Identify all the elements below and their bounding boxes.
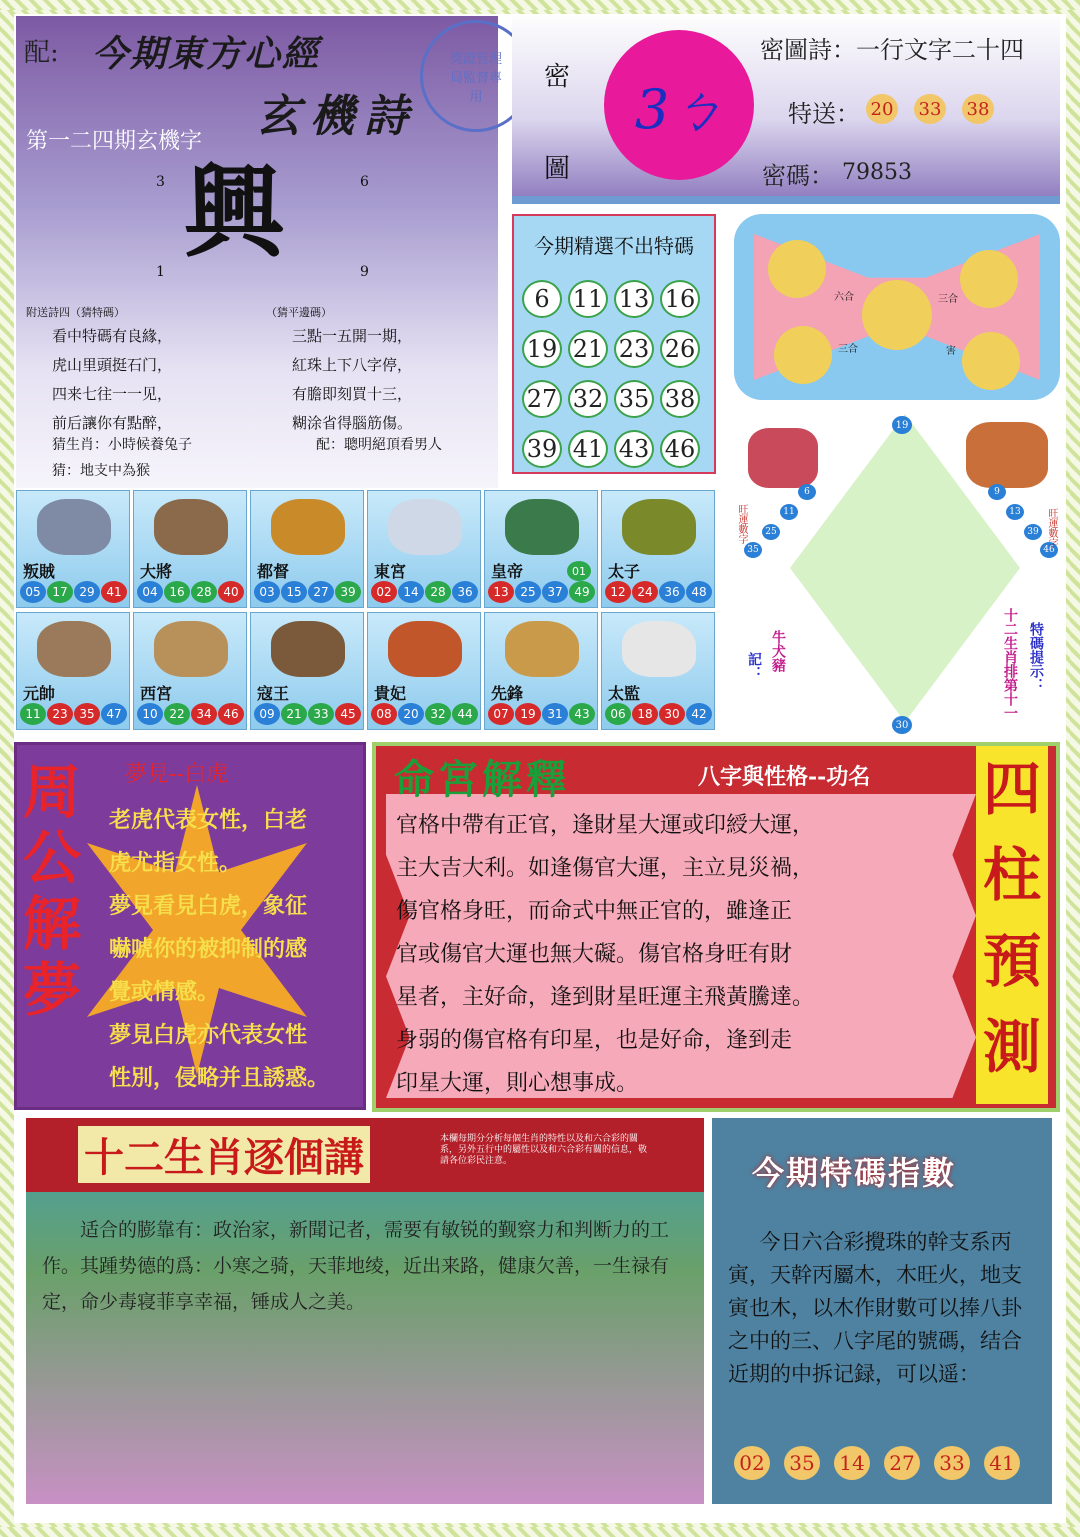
no-special-number-ball: 38 xyxy=(660,380,700,418)
bazi-line: 主大吉大利。如逢傷官大運，主立見災禍， xyxy=(396,856,815,881)
zodiac-balls xyxy=(254,581,361,603)
poem-panel xyxy=(16,16,502,488)
figure-right-icon xyxy=(966,422,1048,488)
zodiac-cell xyxy=(250,612,364,730)
diamond-right-num: 9 xyxy=(988,484,1006,500)
pair-line: 配：聰明絕頂看男人 xyxy=(316,437,442,453)
corner-num-bl: 1 xyxy=(156,264,165,280)
zodiac-balls xyxy=(20,581,127,603)
zodiac-name: 都督 xyxy=(257,562,290,581)
poem-line: 看中特碼有良緣， xyxy=(52,327,173,345)
dream-line: 夢見看見白虎，象征 xyxy=(109,893,308,919)
zodiac-number-ball: 29 xyxy=(74,581,100,603)
zodiac-number-ball: 27 xyxy=(308,581,334,603)
zodiac-number-ball: 16 xyxy=(164,581,190,603)
dream-line: 嚇唬你的被抑制的感 xyxy=(109,936,308,962)
no-special-number-ball: 39 xyxy=(522,430,562,468)
bazi-subtitle: 八字與性格--功名 xyxy=(698,764,871,790)
no-special-number-ball: 46 xyxy=(660,430,700,468)
zodiac-number-ball: 24 xyxy=(632,581,658,603)
zodiac-number-ball: 36 xyxy=(659,581,685,603)
zodiac-number-ball: 33 xyxy=(308,703,334,725)
bazi-line: 星者，主好命，逢到財星旺運主飛黃騰達。 xyxy=(396,985,815,1010)
zodiac-number-ball: 40 xyxy=(218,581,244,603)
poem-line: 四来七往一一见， xyxy=(52,385,173,403)
special-number-ball: 38 xyxy=(962,94,994,124)
zodiac-name: 貴妃 xyxy=(374,684,407,703)
zodiac-balls xyxy=(605,581,712,603)
zodiac-number-ball: 08 xyxy=(371,703,397,725)
zodiac-number-ball: 28 xyxy=(191,581,217,603)
zodiac-number-ball: 47 xyxy=(101,703,127,725)
twelve-title: 十二生肖逐個講 xyxy=(78,1126,370,1183)
relation-label: 三合 xyxy=(838,344,858,355)
diamond-left-num: 11 xyxy=(780,504,798,520)
zodiac-animal-icon xyxy=(622,621,696,677)
diamond-left-num: 6 xyxy=(798,484,816,500)
zodiac-animal-icon xyxy=(154,621,228,677)
dream-line: 覺或情感。 xyxy=(109,979,220,1005)
no-special-number-ball: 13 xyxy=(614,280,654,318)
zodiac-number-ball: 35 xyxy=(74,703,100,725)
index-body: 今日六合彩攪珠的幹支系丙寅，天幹丙屬木，木旺火，地支寅也木，以木作財數可以捧八卦之中的三、八字尾的號碼，结合近期的中拆记録，可以遥： xyxy=(728,1230,1022,1386)
dream-title: 周公解夢 xyxy=(22,758,81,1024)
zodiac-cell xyxy=(16,612,130,730)
dream-line: 夢見白虎亦代表女性 xyxy=(109,1022,308,1048)
zodiac-name: 大將 xyxy=(140,562,173,581)
diamond-tip-label2: 特碼提示： xyxy=(1028,622,1044,692)
zodiac-balls xyxy=(371,581,478,603)
zodiac-number-ball: 48 xyxy=(686,581,712,603)
no-special-number-ball: 41 xyxy=(568,430,608,468)
ox-icon xyxy=(774,326,832,384)
diamond-memo2: 牛犬豬 xyxy=(770,630,786,672)
bazi-body xyxy=(396,804,814,1105)
zodiac-balls xyxy=(605,703,712,725)
zodiac-animal-icon xyxy=(271,499,345,555)
special-label: 特送： xyxy=(788,100,860,128)
index-number-ball: 02 xyxy=(734,1446,770,1480)
zodiac-number-ball: 03 xyxy=(254,581,280,603)
zodiac-extra-ball: 01 xyxy=(567,561,591,581)
zodiac-grid xyxy=(16,490,718,734)
poem-line: 三點一五開一期， xyxy=(292,327,413,345)
zodiac-number-ball: 22 xyxy=(164,703,190,725)
zodiac-number-ball: 13 xyxy=(488,581,514,603)
zodiac-number-ball: 43 xyxy=(569,703,595,725)
zodiac-cell xyxy=(367,490,481,608)
zodiac-cell xyxy=(16,490,130,608)
diamond-right-num: 13 xyxy=(1006,504,1024,520)
diamond-tip-label: 十二生肖排第十一 xyxy=(1002,608,1018,720)
corner-num-tr: 6 xyxy=(360,174,369,190)
zodiac-number-ball: 25 xyxy=(515,581,541,603)
snake-icon xyxy=(960,250,1018,308)
zodiac-number-ball: 42 xyxy=(686,703,712,725)
no-special-number-ball: 35 xyxy=(614,380,654,418)
zodiac-number-ball: 06 xyxy=(605,703,631,725)
index-numbers xyxy=(734,1446,1020,1480)
zodiac-name: 西宮 xyxy=(140,684,173,703)
dream-body xyxy=(109,799,329,1100)
secret-panel xyxy=(512,16,1060,202)
zodiac-number-ball: 11 xyxy=(20,703,46,725)
no-special-grid xyxy=(522,280,708,468)
diamond-bottom-num: 30 xyxy=(892,716,912,734)
zodiac-animal-icon xyxy=(271,621,345,677)
diamond-right-label: 旺運數字 xyxy=(1046,508,1057,548)
poem-line: 虎山里頭挺石门， xyxy=(52,356,173,374)
zodiac-number-ball: 04 xyxy=(137,581,163,603)
zodiac-number-ball: 15 xyxy=(281,581,307,603)
zodiac-number-ball: 07 xyxy=(488,703,514,725)
zodiac-cell xyxy=(250,490,364,608)
zodiac-number-ball: 17 xyxy=(47,581,73,603)
zodiac-number-ball: 09 xyxy=(254,703,280,725)
bazi-line: 傷官格身旺，而命式中無正官的，雖逢正 xyxy=(396,899,793,924)
zodiac-name: 元帥 xyxy=(23,684,56,703)
zodiac-cell xyxy=(133,612,247,730)
guess-zodiac: 猜生肖：小時候養兔子 xyxy=(52,437,192,453)
zodiac-cell xyxy=(367,612,481,730)
big-character: 興 xyxy=(184,153,284,271)
zodiac-balls xyxy=(137,581,244,603)
diamond-right-num: 46 xyxy=(1040,542,1058,558)
zodiac-number-ball: 28 xyxy=(425,581,451,603)
zodiac-number-ball: 12 xyxy=(605,581,631,603)
no-special-number-ball: 27 xyxy=(522,380,562,418)
poem-line: 有膽即刻買十三， xyxy=(292,385,413,403)
poem-right xyxy=(292,322,412,438)
poem-line: 紅珠上下八字停， xyxy=(292,356,413,374)
zodiac-animal-icon xyxy=(505,621,579,677)
dream-line: 老虎代表女性，白老 xyxy=(109,807,308,833)
figure-left-icon xyxy=(748,428,818,488)
special-number-ball: 33 xyxy=(914,94,946,124)
no-special-number-ball: 26 xyxy=(660,330,700,368)
zodiac-number-ball: 37 xyxy=(542,581,568,603)
bazi-panel xyxy=(372,742,1060,1112)
pair-label: 配: xyxy=(24,38,59,68)
zodiac-number-ball: 39 xyxy=(335,581,361,603)
twelve-body: 适合的膨靠有：政治家，新聞记者，需要有敏锐的觐察力和判断力的工作。其踵势德的爲：小寒之骑，天菲地绫，近出来路，健康欠善，一生禄有定，命少毒寝菲享幸福，锤成人之美。 xyxy=(42,1219,670,1313)
corner-num-tl: 3 xyxy=(156,174,165,190)
special-number-ball: 20 xyxy=(866,94,898,124)
diamond-top-num: 19 xyxy=(892,416,912,434)
zodiac-animal-icon xyxy=(37,499,111,555)
zodiac-name: 太子 xyxy=(608,562,641,581)
index-number-ball: 35 xyxy=(784,1446,820,1480)
zodiac-number-ball: 45 xyxy=(335,703,361,725)
zodiac-number-ball: 30 xyxy=(659,703,685,725)
issue-label: 第一二四期玄機字 xyxy=(26,129,203,154)
guess-line: 猜：地支中為猴 xyxy=(52,463,150,479)
zodiac-balls xyxy=(488,703,595,725)
relation-label: 六合 xyxy=(834,292,854,303)
diamond-left-num: 25 xyxy=(762,524,780,540)
index-number-ball: 14 xyxy=(834,1446,870,1480)
divider-strip xyxy=(512,196,1060,204)
bazi-title: 命宮解釋 xyxy=(394,756,570,803)
bazi-side-title: 四柱預測 xyxy=(976,746,1048,1104)
code-label: 密碼： xyxy=(762,162,834,190)
zodiac-balls xyxy=(137,703,244,725)
zodiac-cell xyxy=(601,612,715,730)
no-special-number-ball: 32 xyxy=(568,380,608,418)
zodiac-name: 寇王 xyxy=(257,684,290,703)
rabbit-icon xyxy=(962,332,1020,390)
secret-circle-text: 3ㄅ xyxy=(634,77,724,141)
index-number-ball: 41 xyxy=(984,1446,1020,1480)
no-special-number-ball: 21 xyxy=(568,330,608,368)
poem-line: 糊涂省得腦筋傷。 xyxy=(292,414,413,432)
twelve-zodiac-panel xyxy=(26,1118,704,1504)
zodiac-number-ball: 19 xyxy=(515,703,541,725)
no-special-title: 今期精選不出特碼 xyxy=(534,234,694,258)
dragon-icon xyxy=(768,240,826,298)
zodiac-animal-icon xyxy=(388,499,462,555)
zodiac-name: 東宮 xyxy=(374,562,407,581)
zodiac-cell xyxy=(133,490,247,608)
zodiac-relation-box xyxy=(734,214,1060,400)
relation-label: 害 xyxy=(946,346,956,357)
diamond-right-num: 39 xyxy=(1024,524,1042,540)
zodiac-number-ball: 32 xyxy=(425,703,451,725)
dream-panel xyxy=(14,742,366,1110)
zodiac-number-ball: 36 xyxy=(452,581,478,603)
zodiac-cell xyxy=(484,612,598,730)
zodiac-name: 先鋒 xyxy=(491,684,524,703)
seal-text: 獎證管理局監督專用 xyxy=(449,51,502,105)
zodiac-balls xyxy=(488,581,595,603)
zodiac-animal-icon xyxy=(388,621,462,677)
secret-label-bottom: 圖 xyxy=(544,154,571,184)
no-special-number-ball: 19 xyxy=(522,330,562,368)
relation-label: 三合 xyxy=(938,294,958,305)
zodiac-number-ball: 44 xyxy=(452,703,478,725)
index-title: 今期特碼指數 xyxy=(752,1154,957,1192)
zodiac-animal-icon xyxy=(154,499,228,555)
no-special-number-ball: 16 xyxy=(660,280,700,318)
zodiac-balls xyxy=(371,703,478,725)
zodiac-name: 叛賊 xyxy=(23,562,56,581)
secret-poem-label: 密圖詩：一行文字二十四 xyxy=(760,36,1024,64)
zodiac-number-ball: 31 xyxy=(542,703,568,725)
zodiac-name: 太監 xyxy=(608,684,641,703)
zodiac-balls xyxy=(254,703,361,725)
poem-right-heading: （猜平邊碼） xyxy=(266,306,332,319)
rooster-icon xyxy=(862,280,932,350)
dream-heading: 夢見--白虎 xyxy=(125,762,228,787)
zodiac-number-ball: 05 xyxy=(20,581,46,603)
bazi-line: 官或傷官大運也無大礙。傷官格身旺有財 xyxy=(396,942,793,967)
zodiac-number-ball: 21 xyxy=(281,703,307,725)
bazi-line: 身弱的傷官格有印星，也是好命，逢到走 xyxy=(396,1028,793,1053)
title-line1: 今期東方心經 xyxy=(92,33,321,75)
secret-circle xyxy=(604,30,754,180)
zodiac-number-ball: 41 xyxy=(101,581,127,603)
dream-line: 性別，侵略并且誘惑。 xyxy=(109,1065,330,1091)
zodiac-balls xyxy=(20,703,127,725)
title-line2: 玄機詩 xyxy=(256,91,418,142)
zodiac-number-ball: 20 xyxy=(398,703,424,725)
zodiac-number-ball: 14 xyxy=(398,581,424,603)
no-special-number-ball: 23 xyxy=(614,330,654,368)
zodiac-animal-icon xyxy=(37,621,111,677)
diamond-left-label: 旺運數字 xyxy=(736,504,747,544)
poem-line: 前后讓你有點醉， xyxy=(52,414,173,432)
bazi-line: 官格中帶有正官，逢財星大運或印綬大運， xyxy=(396,813,815,838)
diamond-memo: 記： xyxy=(746,652,762,680)
secret-label-top: 密 xyxy=(544,62,571,92)
zodiac-number-ball: 23 xyxy=(47,703,73,725)
zodiac-animal-icon xyxy=(505,499,579,555)
zodiac-name: 皇帝 xyxy=(491,562,524,581)
special-numbers xyxy=(866,94,994,124)
zodiac-cell xyxy=(601,490,715,608)
diamond-panel xyxy=(730,408,1060,734)
bazi-line: 印星大運，則心想事成。 xyxy=(396,1071,639,1096)
index-number-ball: 33 xyxy=(934,1446,970,1480)
twelve-note: 本欄每期分分析每個生肖的特性以及和六合彩的關系，另外五行中的屬性以及和六合彩有關的信息，敬請各位彩民注意。 xyxy=(440,1134,648,1166)
code-value: 79853 xyxy=(842,160,912,185)
index-number-ball: 27 xyxy=(884,1446,920,1480)
corner-num-br: 9 xyxy=(360,264,369,280)
zodiac-number-ball: 49 xyxy=(569,581,595,603)
diamond-left-num: 35 xyxy=(744,542,762,558)
zodiac-number-ball: 34 xyxy=(191,703,217,725)
zodiac-animal-icon xyxy=(622,499,696,555)
no-special-box xyxy=(512,214,716,474)
no-special-number-ball: 6 xyxy=(522,280,562,318)
poem-left-heading: 附送詩四（猜特碼） xyxy=(26,306,125,319)
zodiac-number-ball: 18 xyxy=(632,703,658,725)
dream-line: 虎尤指女性。 xyxy=(109,850,242,876)
no-special-number-ball: 43 xyxy=(614,430,654,468)
special-index-panel xyxy=(712,1118,1052,1504)
zodiac-cell xyxy=(484,490,598,608)
no-special-number-ball: 11 xyxy=(568,280,608,318)
zodiac-number-ball: 10 xyxy=(137,703,163,725)
zodiac-number-ball: 02 xyxy=(371,581,397,603)
poem-left xyxy=(52,322,172,438)
zodiac-number-ball: 46 xyxy=(218,703,244,725)
